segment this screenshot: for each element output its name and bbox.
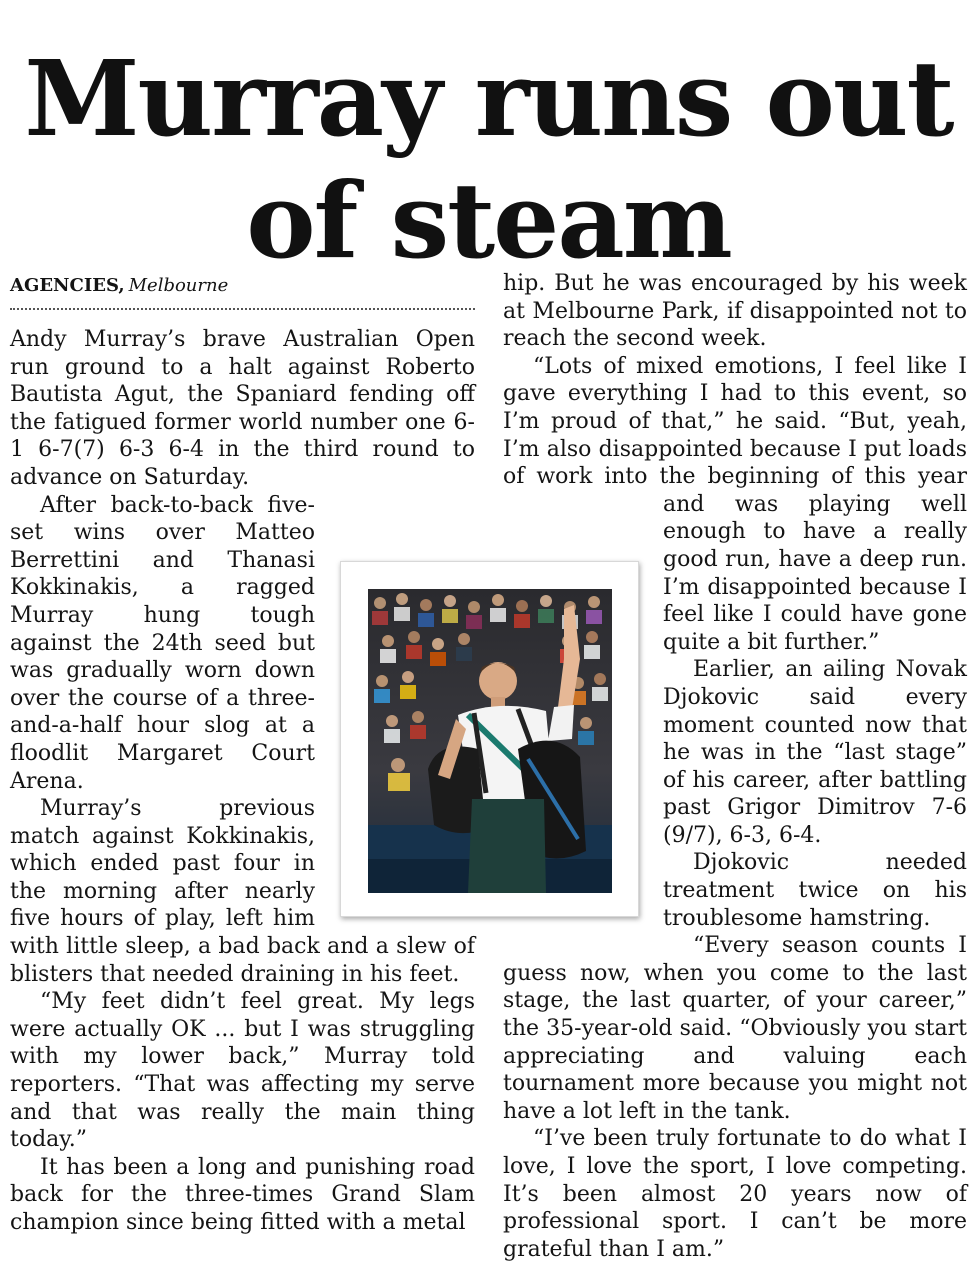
byline-agency: AGENCIES, <box>10 275 125 296</box>
headline: Murray runs out of steam <box>24 37 953 282</box>
player-waving-photo <box>368 589 612 893</box>
byline-place: Melbourne <box>128 275 229 296</box>
paragraph: hip. But he was encouraged by his week at Melbourne Park, if disappointed not to reach the second week. <box>503 271 967 352</box>
paragraph: “Lots of mixed emotions, I feel like I gave everything I had to this event, so I’m proud of that,” he said. “But, yeah, I’m also disappointed because I put loads of work into the beginning of this year and was playing well enough to have a really good run, have a deep run. I’m disappointed because I feel like I could have gone quite a bit further.” <box>503 353 967 655</box>
byline <box>10 270 475 310</box>
paragraph: “My feet didn’t feel great. My legs were actually OK ... but I was struggling with my lower back,” Murray told reporters. “That was affecting my serve and that was really the main thing today.” <box>10 989 475 1153</box>
paragraph: Earlier, an ailing Novak Djokovic said every moment counted now that he was in the “last stage” of his career, after battling past Grigor Dimitrov 7-6 (9/7), 6-3, 6-4. <box>663 657 967 848</box>
paragraph: After back-to-back five-set wins over Matteo Berrettini and Thanasi Kokkinakis, a ragged Murray hung tough against the 24th seed but was gradually worn down over the course of a three-and-a-half hour slog at a floodlit Margaret Court Arena. <box>10 492 315 794</box>
paragraph: Andy Murray’s brave Australian Open run ground to a halt against Roberto Bautista Agut, the Spaniard fending off the fatigued former world number one 6-1 6-7(7) 6-3 6-4 in the third round to advance on Saturday. <box>10 327 475 490</box>
paragraph: Murray’s previous match against Kokkinakis, which ended past four in the morning after nearly five hours of play, left him with little sleep, a bad back and a slew of blisters that needed draining in his feet. <box>10 796 475 987</box>
paragraph: “I’ve been truly fortunate to do what I love, I love the sport, I love competing. It’s been almost 20 years now of professional sport. I can’t be more grateful than I am.” <box>503 1126 967 1262</box>
paragraph: It has been a long and punishing road back for the three-times Grand Slam champion since being fitted with a metal <box>10 1154 475 1235</box>
news-photo <box>340 561 639 917</box>
paragraph: Djokovic needed treatment twice on his troublesome hamstring. <box>663 850 967 931</box>
paragraph: “Every season counts I guess now, when you come to the last stage, the last quarter, of your career,” the 35-year-old said. “Obviously you start appreciating and valuing each tournament more because you might not have a lot left in the tank. <box>503 933 967 1124</box>
